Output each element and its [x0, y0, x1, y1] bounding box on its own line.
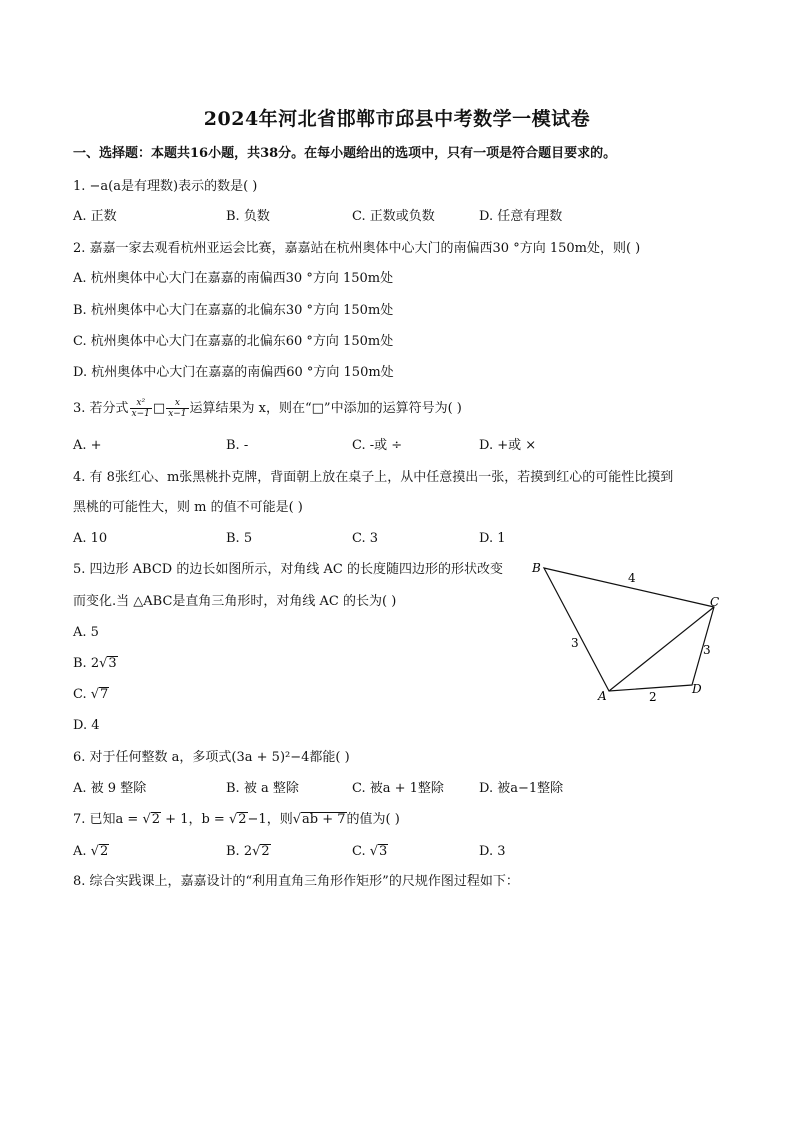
question-1-stem: 1. −a(a是有理数)表示的数是( ) — [73, 179, 258, 194]
q7-option-d: D. 3 — [479, 844, 506, 859]
q5-option-c: C. √7 — [73, 687, 109, 702]
q7-option-c: C. √3 — [352, 844, 388, 859]
edge-ad-length: 2 — [649, 690, 657, 704]
q3-option-d: D. +或 × — [479, 438, 537, 453]
q6-option-c: C. 被a + 1整除 — [352, 781, 444, 796]
q4-option-a: A. 10 — [73, 531, 108, 546]
q2-option-a: A. 杭州奥体中心大门在嘉嘉的南偏西30 °方向 150m处 — [73, 271, 394, 286]
question-7-stem: 7. 已知a = √2 + 1，b = √2−1，则√ab + 7的值为( ) — [73, 812, 400, 827]
edge-cd-length: 3 — [703, 643, 711, 657]
q3-option-c: C. -或 ÷ — [352, 438, 403, 453]
q7-option-a: A. √2 — [73, 844, 109, 859]
vertex-d-label: D — [692, 682, 702, 696]
q3-fraction-1: $\frac{\text{x²}}{x-1}$ — [131, 398, 150, 419]
q1-option-c: C. 正数或负数 — [352, 209, 435, 224]
vertex-b-label: B — [532, 561, 541, 575]
question-6-stem: 6. 对于任何整数 a，多项式(3a + 5)²−4都能( ) — [73, 750, 350, 765]
q3-prefix: 3. 若分式 — [73, 401, 129, 416]
question-3-stem — [73, 398, 462, 419]
vertex-c-label: C — [710, 595, 720, 609]
q2-option-b: B. 杭州奥体中心大门在嘉嘉的北偏东30 °方向 150m处 — [73, 303, 394, 318]
page-title: 2024年河北省邯郸市邱县中考数学一模试卷 — [203, 108, 591, 130]
quadrilateral-outline — [544, 568, 714, 691]
q5-option-b: B. 2√3 — [73, 656, 117, 671]
q5-option-c-radicand: 7 — [100, 687, 109, 702]
q6-option-a: A. 被 9 整除 — [73, 781, 147, 796]
question-2-stem: 2. 嘉嘉一家去观看杭州亚运会比赛，嘉嘉站在杭州奥体中心大门的南偏西30 °方向 150m处，则( ) — [73, 241, 641, 256]
q2-option-c: C. 杭州奥体中心大门在嘉嘉的北偏东60 °方向 150m处 — [73, 334, 394, 349]
quadrilateral-figure — [520, 555, 730, 715]
q3-box: □ — [152, 401, 166, 416]
diagonal-ac — [609, 607, 714, 691]
q1-option-a: A. 正数 — [73, 209, 117, 224]
q5-option-d: D. 4 — [73, 718, 100, 733]
q7-option-b: B. 2√2 — [226, 844, 270, 859]
q3-option-b: B. - — [226, 438, 249, 453]
q6-option-d: D. 被a−1整除 — [479, 781, 564, 796]
q4-option-d: D. 1 — [479, 531, 506, 546]
q2-option-d: D. 杭州奥体中心大门在嘉嘉的南偏西60 °方向 150m处 — [73, 365, 394, 380]
q6-option-b: B. 被 a 整除 — [226, 781, 299, 796]
edge-bc-length: 4 — [628, 571, 636, 585]
question-5-stem-line-2: 而变化.当 △ABC是直角三角形时，对角线 AC 的长为( ) — [73, 594, 397, 609]
q5-option-a: A. 5 — [73, 625, 99, 640]
vertex-a-label: A — [598, 689, 607, 703]
q1-option-b: B. 负数 — [226, 209, 270, 224]
edge-ab-length: 3 — [571, 636, 579, 650]
q5-option-b-radicand: 3 — [108, 656, 117, 671]
question-4-stem-line-1: 4. 有 8张红心、m张黑桃扑克牌，背面朝上放在桌子上，从中任意摸出一张，若摸到红心的可能性比摸到 — [73, 470, 674, 485]
question-5-stem-line-1: 5. 四边形 ABCD 的边长如图所示，对角线 AC 的长度随四边形的形状改变 — [73, 562, 503, 577]
q3-option-a: A. + — [73, 438, 102, 453]
q3-suffix: 运算结果为 x，则在“□”中添加的运算符号为( ) — [189, 401, 462, 416]
q4-option-c: C. 3 — [352, 531, 379, 546]
q3-fraction-2: $\frac{x}{x-1}$ — [168, 398, 187, 419]
q1-option-d: D. 任意有理数 — [479, 209, 563, 224]
q4-option-b: B. 5 — [226, 531, 253, 546]
section-heading: 一、选择题：本题共16小题，共38分。在每小题给出的选项中，只有一项是符合题目要求的。 — [73, 146, 617, 161]
question-8-stem: 8. 综合实践课上，嘉嘉设计的“利用直角三角形作矩形”的尺规作图过程如下： — [73, 874, 519, 889]
question-4-stem-line-2: 黑桃的可能性大，则 m 的值不可能是( ) — [73, 500, 303, 515]
